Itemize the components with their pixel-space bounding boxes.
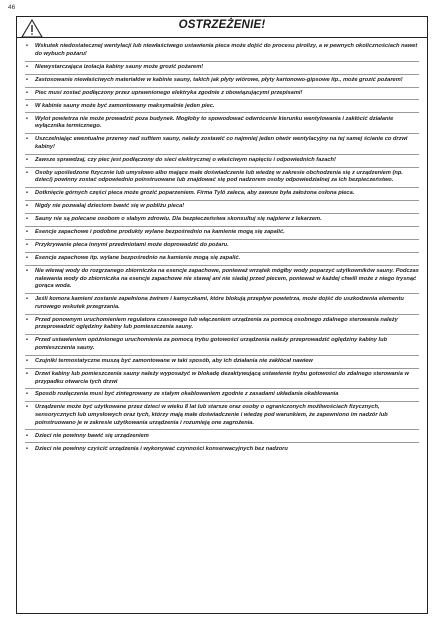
bullet-icon: • xyxy=(26,370,28,377)
warning-item-text: W kabinie sauny może być zamontowany maksymalnie jeden piec. xyxy=(35,102,215,109)
warning-title: OSTRZEŻENIE! xyxy=(178,19,266,31)
warning-item-text: Dzieci nie powinny bawić się urządzeniem xyxy=(35,432,149,439)
warning-item xyxy=(25,389,419,402)
warning-item-text: Jeśli komora kamieni zostanie zapełniona żwirem i kamyczkami, które blokują przepływ powietrza, może dojść do uszkodzenia elementu rurowego wskutek przegrzania. xyxy=(35,296,404,310)
bullet-icon: • xyxy=(26,404,28,411)
bullet-icon: • xyxy=(26,357,28,364)
page-number: 46 xyxy=(8,4,16,11)
warning-item xyxy=(25,168,419,189)
warning-item xyxy=(25,315,419,336)
warning-item xyxy=(25,214,419,227)
warning-item-text: Przed ustawieniem opóźnionego uruchomienia za pomocą trybu gotowości urządzenia należy przeprowadzić oględziny kabiny lub pomieszczenia sauny. xyxy=(35,337,388,351)
warning-header xyxy=(17,17,427,39)
bullet-icon: • xyxy=(26,242,28,249)
warning-item xyxy=(25,430,419,443)
warning-item-text: Drzwi kabiny lub pomieszczenia sauny należy wyposażyć w blokadę dezaktywującą ustawienie trybu gotowości do zdalnego sterowania w przypadku otwarcia tych drzwi xyxy=(35,370,409,385)
warning-item xyxy=(25,62,419,75)
warning-item xyxy=(25,356,419,369)
bullet-icon: • xyxy=(26,391,28,398)
bullet-icon: • xyxy=(26,255,28,262)
bullet-icon: • xyxy=(26,89,28,96)
warning-item xyxy=(25,402,419,430)
warning-item-text: Sposób rozłączenia musi być zintegrowany ze stałym okablowaniem zgodnie z zasadami układania okablowania xyxy=(35,391,339,398)
warning-item xyxy=(25,369,419,390)
warning-item-text: Wskutek niedostatecznej wentylacji lub niewłaściwego ustawienia pieca może dojść do procesu pirolizy, a w pewnych okolicznościach nawet do wybuch pożaru! xyxy=(35,43,418,57)
warning-item-text: Nigdy nie pozwalaj dzieciom bawić się w pobliżu pieca! xyxy=(35,203,185,210)
header-divider xyxy=(17,37,427,38)
warning-item-text: Czujniki termostatyczne muszą być zamontowane w taki sposób, aby ich działania nie zakłócał nawiew xyxy=(35,357,313,364)
bullet-icon: • xyxy=(26,115,28,122)
warning-item-text: Urządzenie może być użytkowane przez dzieci w wieku 8 lat lub starsze oraz osoby o ograniczonych możliwościach fizycznych, sensorycznych lub umysłowych oraz tych, którzy mają małe doświadczenie i wiedzę pod warunkiem, że zapewniono im nadzór lub poinstruowano je w zakresie użytkowania urządzenia i rozumieją one zagrożenia. xyxy=(35,404,388,426)
bullet-icon: • xyxy=(26,296,28,303)
warning-box xyxy=(16,16,428,614)
warning-item xyxy=(25,75,419,88)
warning-item xyxy=(25,155,419,168)
warning-item-text: Nie wlewaj wody do rozgrzanego zbiorniczka na esencje zapachowe, ponieważ wrzątek mógłby wody poparzyć użytkowników sauny. Podczas nalewania wody do zbiorniczka na esencje zapachowe nie stawaj ani nie siadaj przed piecem, ponieważ w każdej chwili może z niego trysnąć gorąca woda. xyxy=(35,268,419,290)
warning-item xyxy=(25,266,419,294)
bullet-icon: • xyxy=(26,63,28,70)
warning-item xyxy=(25,227,419,240)
warning-item-text: Esencje zapachowe itp. wylane bezpośrednio na kamienie mogą się zapalić. xyxy=(35,255,241,262)
warning-item xyxy=(25,134,419,155)
warning-item-text: Esencje zapachowe i podobne produkty wylane bezpośrednio na kamienie mogą się zapalić. xyxy=(35,229,285,236)
warning-item-text: Przed ponownym uruchomieniem regulatora czasowego lub włączeniem urządzenia za pomocą osobnego zdalnego sterowania należy przeprowadzić oględziny kabiny lub pomieszczenia sauny. xyxy=(35,316,398,331)
bullet-icon: • xyxy=(26,190,28,197)
bullet-icon: • xyxy=(26,337,28,344)
bullet-icon: • xyxy=(26,136,28,143)
warning-item-text: Uszczelniając ewentualne przerwy nad sufitem sauny, należy zostawić co najmniej jeden otwór wentylacyjny na tej samej ścianie co drzwi kabiny! xyxy=(35,136,408,150)
warning-item-text: Wylot powietrza nie może prowadzić poza budynek. Mogłoby to spowodować odwrócenie kierunku wentylowania i zakłócić działanie wyłącznika termicznego. xyxy=(35,115,394,130)
warning-item xyxy=(25,100,419,113)
bullet-icon: • xyxy=(26,216,28,223)
bullet-icon: • xyxy=(26,102,28,109)
warning-item xyxy=(25,188,419,201)
bullet-icon: • xyxy=(26,169,28,176)
bullet-icon: • xyxy=(26,445,28,452)
warning-item-text: Osoby upośledzone fizycznie lub umysłowo albo mające małe doświadczenie lub wiedzę w zakresie obchodzenia się z urządzeniem (np. dzieci) powinny zostać odpowiednio poinstruowane lub znajdować się pod nadzorem osoby odpowiedzialnej za ich bezpieczeństwo. xyxy=(35,169,403,184)
warning-item xyxy=(25,41,419,62)
warning-item-text: Niewystarczająca izolacja kabiny sauny może grozić pożarem! xyxy=(35,63,204,70)
bullet-icon: • xyxy=(26,156,28,163)
warning-item-text: Piec musi zostać podłączony przez uprawnionego elektryka zgodnie z obowiązującymi przepisami! xyxy=(35,89,303,96)
warning-item xyxy=(25,113,419,134)
warning-item xyxy=(25,335,419,356)
bullet-icon: • xyxy=(26,316,28,323)
warning-item-text: Zawsze sprawdzaj, czy piec jest podłączony do sieci elektrycznej o właściwym napięciu i odpowiednich fazach! xyxy=(35,156,336,163)
warning-item-text: Sauny nie są polecane osobom o słabym zdrowiu. Dla bezpieczeństwa skonsultuj się najpierw z lekarzem. xyxy=(35,216,322,223)
warning-item xyxy=(25,294,419,315)
warning-item-text: Dotknięcie górnych części pieca może grozić poparzeniem. Firma Tylö zaleca, aby zawsze była założona osłona pieca. xyxy=(35,190,355,197)
bullet-icon: • xyxy=(26,432,28,439)
warning-item xyxy=(25,253,419,266)
warning-item-text: Dzieci nie powinny czyścić urządzenia i wykonywać czynności konserwacyjnych bez nadzoru xyxy=(35,445,288,452)
bullet-icon: • xyxy=(26,203,28,210)
bullet-icon: • xyxy=(26,76,28,83)
warning-item xyxy=(25,443,419,455)
warning-item xyxy=(25,240,419,253)
warning-list xyxy=(17,39,427,455)
bullet-icon: • xyxy=(26,229,28,236)
warning-item xyxy=(25,201,419,214)
warning-item-text: Przykrywanie pieca innymi przedmiotami może doprowadzić do pożaru. xyxy=(35,242,229,249)
bullet-icon: • xyxy=(26,268,28,275)
warning-item-text: Zastosowanie niewłaściwych materiałów w kabinie sauny, takich jak płyty wiórowe, płyty kartonowo-gipsowe itp., może grozić pożarem! xyxy=(35,76,403,83)
warning-item xyxy=(25,88,419,101)
bullet-icon: • xyxy=(26,43,28,50)
